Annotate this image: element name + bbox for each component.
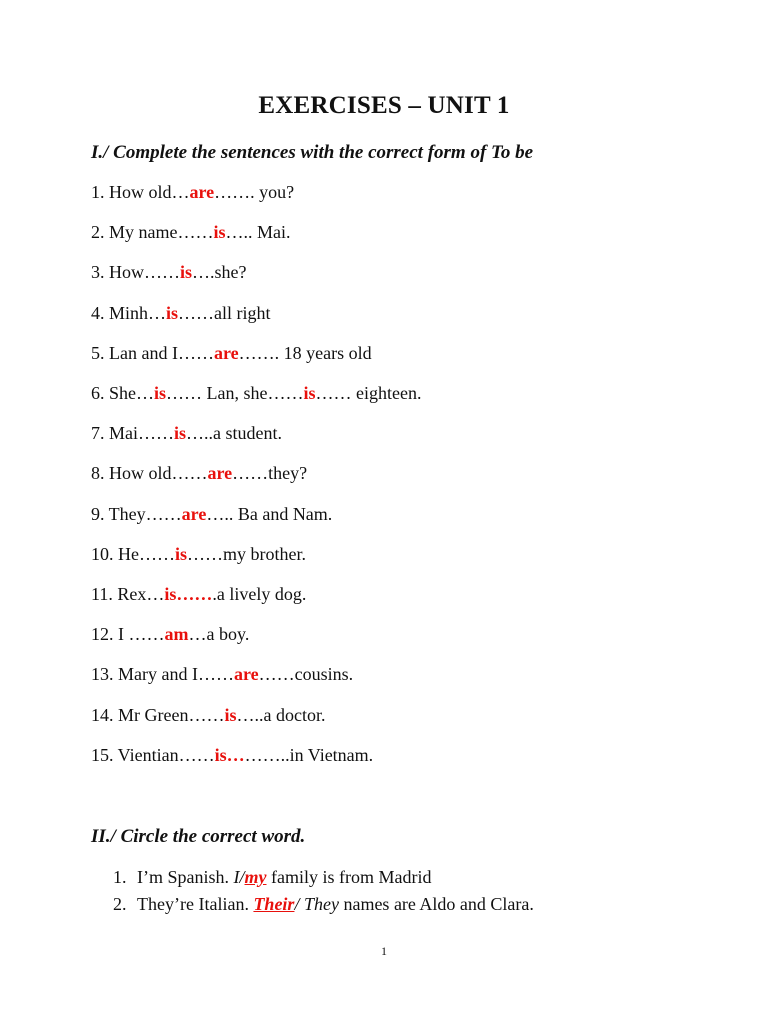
exercise-line (91, 664, 353, 685)
page-number: 1 (381, 944, 387, 958)
answer-text: is (174, 423, 187, 443)
exercise-line (91, 463, 307, 484)
exercise-line (91, 262, 247, 283)
sentence-text: …… Lan, she…… (166, 383, 304, 403)
sentence-text: 2. My name…… (91, 222, 214, 242)
item-text-post: names are Aldo and Clara. (338, 894, 534, 914)
sentence-text: 10. He…… (91, 544, 175, 564)
page-title: EXERCISES – UNIT 1 (258, 92, 510, 119)
option-b-circled: my (244, 867, 267, 887)
exercise-line (91, 544, 306, 565)
item-text-pre: I’m Spanish. (137, 867, 234, 887)
sentence-text: 15. Vientian…… (91, 745, 215, 765)
sentence-text: 8. How old…… (91, 463, 208, 483)
sentence-text: ……..in Vietnam. (244, 745, 374, 765)
sentence-text: ….she? (192, 262, 247, 282)
sentence-text: .a lively dog. (212, 584, 307, 604)
answer-text: are (207, 463, 233, 483)
exercise-line (91, 303, 271, 324)
exercise-line (91, 423, 282, 444)
exercise-line (91, 624, 249, 645)
answer-text: are (213, 343, 239, 363)
sentence-text: 7. Mai…… (91, 423, 174, 443)
answer-text: is… (214, 745, 245, 765)
answer-text: is (224, 705, 237, 725)
answer-text: is (175, 544, 188, 564)
item-number: 1. (113, 867, 127, 887)
sentence-text: …… eighteen. (315, 383, 422, 403)
exercise-line (91, 705, 325, 726)
sentence-text: ….. Ba and Nam. (206, 504, 333, 524)
sentence-text: 9. They…… (91, 504, 182, 524)
sentence-text: 5. Lan and I…… (91, 343, 214, 363)
section-2-item (113, 894, 534, 915)
sentence-text: ……. 18 years old (238, 343, 372, 363)
option-b: / They (294, 894, 339, 914)
sentence-text: …..a student. (186, 423, 283, 443)
sentence-text: ……cousins. (258, 664, 354, 684)
answer-text: is (180, 262, 193, 282)
sentence-text: …a boy. (188, 624, 250, 644)
sentence-text: ……they? (232, 463, 308, 483)
section-2-heading: II./ Circle the correct word. (91, 826, 306, 847)
item-text-pre: They’re Italian. (137, 894, 254, 914)
answer-text: are (189, 182, 215, 202)
exercise-line (91, 182, 294, 203)
option-a: I/ (233, 867, 245, 887)
answer-text: is (213, 222, 226, 242)
exercise-line (91, 584, 306, 605)
sentence-text: ….. Mai. (225, 222, 291, 242)
sentence-text: 11. Rex… (91, 584, 165, 604)
answer-text: am (164, 624, 189, 644)
exercise-line (91, 383, 422, 404)
section-2-item (113, 867, 431, 888)
sentence-text: ……all right (178, 303, 271, 323)
option-a-circled: Their (253, 894, 295, 914)
sentence-text: 4. Minh… (91, 303, 167, 323)
sentence-text: 13. Mary and I…… (91, 664, 234, 684)
answer-text: is…… (164, 584, 213, 604)
answer-text: is (303, 383, 316, 403)
sentence-text: ……my brother. (187, 544, 307, 564)
sentence-text: 6. She… (91, 383, 154, 403)
item-number: 2. (113, 894, 127, 914)
sentence-text: 14. Mr Green…… (91, 705, 225, 725)
exercise-line (91, 343, 372, 364)
sentence-text: 1. How old… (91, 182, 190, 202)
exercise-line (91, 222, 291, 243)
sentence-text: …..a doctor. (236, 705, 326, 725)
item-text-post: family is from Madrid (266, 867, 432, 887)
answer-text: are (181, 504, 207, 524)
sentence-text: 12. I …… (91, 624, 165, 644)
sentence-text: ……. you? (214, 182, 295, 202)
exercise-line (91, 745, 373, 766)
answer-text: is (166, 303, 179, 323)
exercise-line (91, 504, 332, 525)
section-1-heading: I./ Complete the sentences with the correct form of To be (91, 142, 534, 163)
sentence-text: 3. How…… (91, 262, 180, 282)
answer-text: are (233, 664, 259, 684)
answer-text: is (154, 383, 167, 403)
